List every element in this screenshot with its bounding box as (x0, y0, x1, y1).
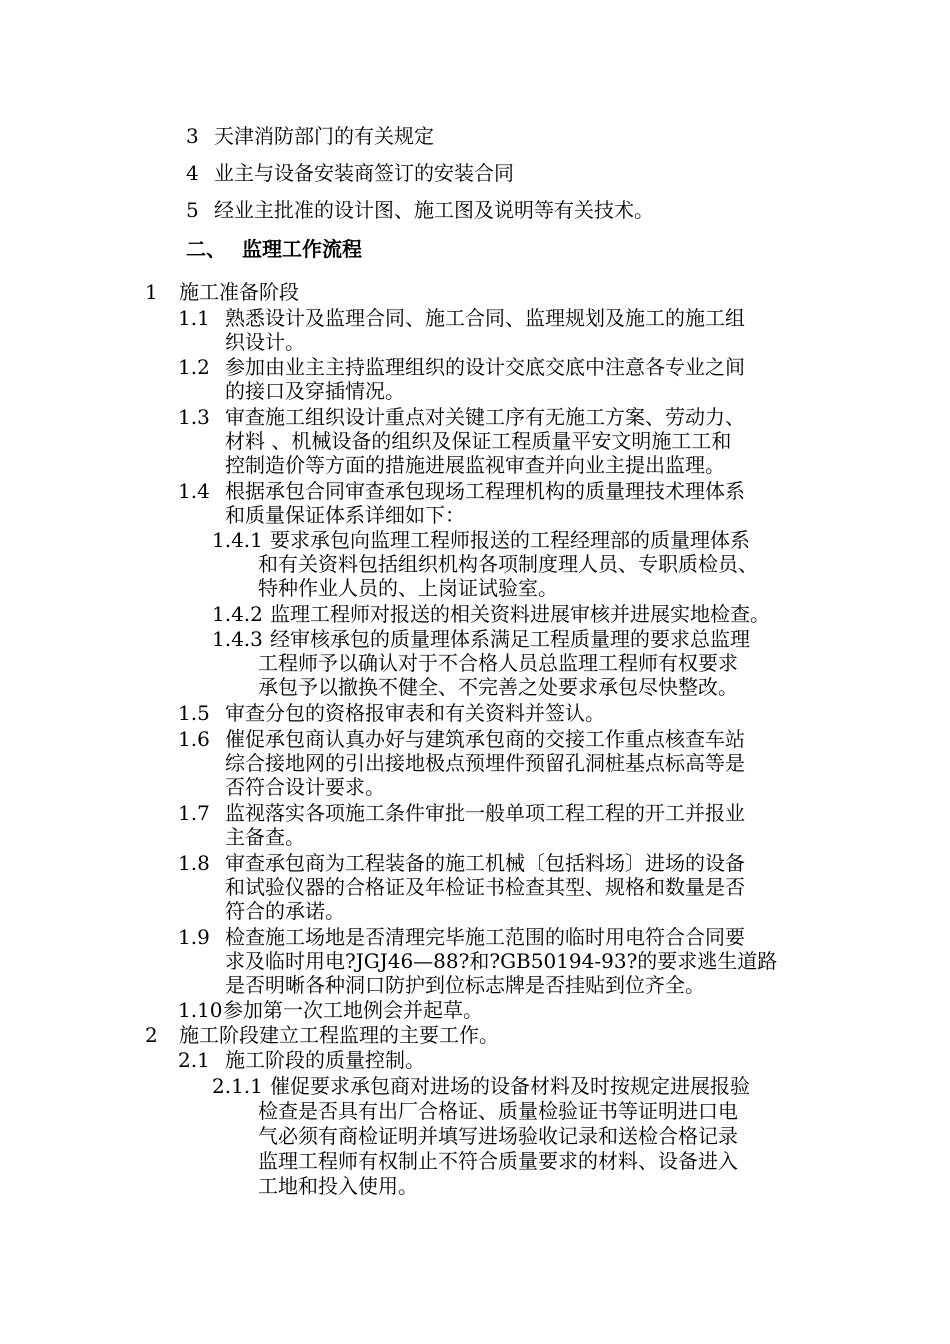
subitem-line: 工地和投入使用。 (258, 1174, 418, 1198)
subitem-line: 和有关资料包括组织机构各项制度理人员、专职质检员、 (258, 552, 758, 576)
item-line: 控制造价等方面的措施进展监视审查并向业主提出监理。 (225, 453, 725, 477)
item-line: 织设计。 (225, 330, 305, 354)
ref-text: 天津消防部门的有关规定 (214, 124, 434, 148)
item-line: 否符合设计要求。 (225, 775, 385, 799)
subitem-line: 工程师予以确认对于不合格人员总监理工程师有权要求 (258, 651, 738, 675)
item-line: 求及临时用电?JGJ46—88?和?GB50194-93?的要求逃生道路 (225, 949, 778, 973)
ref-item (186, 198, 654, 222)
subitem-line: 要求承包向监理工程师报送的工程经理部的质量理体系 (270, 528, 750, 552)
item-line: 审查分包的资格报审表和有关资料并签认。 (225, 701, 605, 725)
stage-number: 2 (145, 1023, 158, 1047)
stage-number: 1 (145, 280, 158, 304)
item-line: 施工阶段的质量控制。 (225, 1048, 425, 1072)
item-number: 1.5 (178, 701, 210, 725)
section-title: 监理工作流程 (242, 237, 362, 261)
stage-title: 施工阶段建立工程监理的主要工作。 (179, 1023, 499, 1047)
ref-text: 经业主批准的设计图、施工图及说明等有关技术。 (214, 198, 654, 222)
item-line: 是否明晰各种洞口防护到位标志牌是否挂贴到位齐全。 (225, 973, 705, 997)
item-number: 1.1 (178, 306, 210, 330)
item-number: 1.4 (178, 479, 210, 503)
stage-title: 施工准备阶段 (179, 280, 299, 304)
subitem-line: 气必须有商检证明并填写进场验收记录和送检合格记录 (258, 1124, 738, 1148)
item-line: 符合的承诺。 (225, 899, 345, 923)
ref-number: 3 (186, 124, 199, 148)
ref-item (186, 161, 514, 185)
item-line: 综合接地网的引出接地极点预埋件预留孔洞桩基点标高等是 (225, 751, 745, 775)
section-number: 二、 (186, 237, 226, 261)
item-line: 和试验仪器的合格证及年检证书检查其型、规格和数量是否 (225, 875, 745, 899)
subitem-line: 承包予以撤换不健全、不完善之处要求承包尽快整改。 (258, 675, 738, 699)
subitem-number: 1.4.2 (212, 602, 263, 626)
ref-number: 4 (186, 161, 199, 185)
item-number: 1.2 (178, 355, 210, 379)
item-line: 材料 、机械设备的组织及保证工程质量平安文明施工工和 (225, 429, 732, 453)
item-number: 2.1 (178, 1048, 210, 1072)
item-line: 催促承包商认真办好与建筑承包商的交接工作重点核查车站 (225, 727, 745, 751)
item-line: 参加由业主主持监理组织的设计交底交底中注意各专业之间 (225, 355, 745, 379)
item-line: 参加第一次工地例会并起草。 (223, 998, 483, 1022)
item-number: 1.7 (178, 801, 210, 825)
subitem-line: 监理工程师对报送的相关资料进展审核并进展实地检查。 (270, 602, 770, 626)
item-line: 主备查。 (225, 825, 305, 849)
section-heading (186, 237, 362, 261)
item-number: 1.10 (178, 998, 223, 1022)
item-number: 1.6 (178, 727, 210, 751)
item-line: 检查施工场地是否清理完毕施工范围的临时用电符合合同要 (225, 925, 745, 949)
stage-heading (145, 1023, 499, 1047)
subitem-number: 1.4.3 (212, 627, 263, 651)
ref-number: 5 (186, 198, 199, 222)
item-line: 根据承包合同审查承包现场工程理机构的质量理技术理体系 (225, 479, 745, 503)
item-number: 1.9 (178, 925, 210, 949)
item-line: 和质量保证体系详细如下： (225, 503, 465, 527)
item-line: 审查承包商为工程装备的施工机械〔包括料场〕进场的设备 (225, 851, 745, 875)
stage-heading (145, 280, 299, 304)
subitem-line: 经审核承包的质量理体系满足工程质量理的要求总监理 (270, 627, 750, 651)
subitem-number: 1.4.1 (212, 528, 263, 552)
subitem-line: 特种作业人员的、上岗证试验室。 (258, 576, 558, 600)
item-line: 的接口及穿插情况。 (225, 379, 405, 403)
ref-item (186, 124, 434, 148)
item-line: 监视落实各项施工条件审批一般单项工程工程的开工并报业 (225, 801, 745, 825)
subitem-number: 2.1.1 (212, 1074, 263, 1098)
subitem-line: 检查是否具有出厂合格证、质量检验证书等证明进口电 (258, 1099, 738, 1123)
item-number: 1.8 (178, 851, 210, 875)
item-line: 熟悉设计及监理合同、施工合同、监理规划及施工的施工组 (225, 306, 745, 330)
item-number: 1.3 (178, 405, 210, 429)
item-line: 审查施工组织设计重点对关键工序有无施工方案、劳动力、 (225, 405, 745, 429)
ref-text: 业主与设备安装商签订的安装合同 (214, 161, 514, 185)
subitem-line: 催促要求承包商对进场的设备材料及时按规定进展报验 (270, 1074, 750, 1098)
subitem-line: 监理工程师有权制止不符合质量要求的材料、设备进入 (258, 1149, 738, 1173)
